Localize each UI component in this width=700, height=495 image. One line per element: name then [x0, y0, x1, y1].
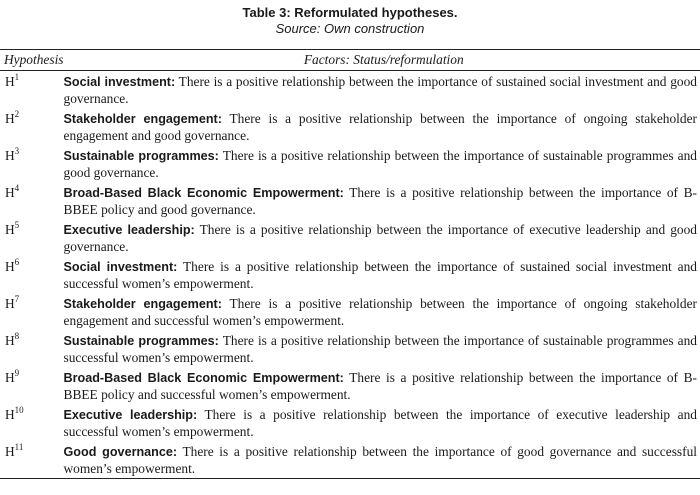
hypothesis-text [64, 441, 700, 479]
hypothesis-text [64, 330, 700, 367]
hypotheses-table [0, 49, 700, 479]
hypothesis-text [64, 256, 700, 293]
factor-description: There is a positive relationship between the importance of sustained social investment and good governance. [63, 74, 697, 106]
table-row [0, 367, 700, 404]
factor-description: There is a positive relationship between the importance of executive leadership and successful women’s empowerment. [63, 407, 697, 439]
factor-name: Executive leadership: [63, 223, 195, 237]
table-row [0, 145, 700, 182]
factor-name: Social investment: [63, 260, 178, 274]
table-row [0, 182, 700, 219]
factor-name: Stakeholder engagement: [63, 112, 222, 126]
factor-description: There is a positive relationship between the importance of executive leadership and good governance. [63, 222, 698, 254]
hypothesis-text [64, 108, 700, 145]
hypothesis-label: $H^3$ [5, 146, 20, 163]
hypothesis-text [64, 404, 700, 441]
hypothesis-text [64, 71, 700, 109]
factor-name: Good governance: [63, 445, 178, 459]
header-factors: Factors: Status/reformulation [64, 50, 700, 71]
table-row [0, 441, 700, 479]
hypothesis-label: $H^2$ [5, 109, 20, 126]
table-row [0, 219, 700, 256]
hypothesis-text [64, 182, 700, 219]
factor-description: There is a positive relationship between the importance of sustainable programmes and successful women’s empowerment. [63, 333, 697, 365]
hypothesis-label: $H^5$ [5, 220, 20, 237]
hypothesis-text [64, 219, 700, 256]
table-row [0, 71, 700, 109]
hypothesis-label: $H^4$ [5, 183, 20, 200]
hypothesis-text [64, 367, 700, 404]
factor-description: There is a positive relationship between the importance of B-BBEE policy and successful women’s empowerment. [63, 370, 697, 402]
factor-name: Sustainable programmes: [63, 149, 219, 163]
factor-description: There is a positive relationship between the importance of sustainable programmes and good governance. [63, 148, 697, 180]
hypothesis-text [64, 293, 700, 330]
hypothesis-text [64, 145, 700, 182]
hypothesis-label: $H^6$ [5, 257, 20, 274]
header-hypothesis: Hypothesis [0, 50, 64, 71]
factor-description: There is a positive relationship between the importance of ongoing stakeholder engagement and successful women’s empowerment. [63, 296, 697, 328]
factor-description: There is a positive relationship between the importance of sustained social investment and successful women’s empowerment. [63, 259, 697, 291]
hypothesis-label: $H^1$ [5, 72, 20, 89]
table-title: Table 3: Reformulated hypotheses. [242, 5, 458, 20]
table-row [0, 293, 700, 330]
factor-name: Broad-Based Black Economic Empowerment: [63, 371, 344, 385]
factor-description: There is a positive relationship between the importance of good governance and successful women’s empowerment. [63, 444, 697, 476]
factor-name: Stakeholder engagement: [63, 297, 222, 311]
table-header-row [0, 50, 700, 71]
table-row [0, 330, 700, 367]
hypothesis-label: $H^7$ [5, 294, 20, 311]
table-source: Source: Own construction [275, 21, 425, 36]
hypothesis-label: $H^{10}$ [5, 405, 24, 422]
table-row [0, 404, 700, 441]
factor-name: Sustainable programmes: [63, 334, 219, 348]
factor-name: Social investment: [63, 75, 176, 89]
factor-name: Executive leadership: [63, 408, 198, 422]
hypothesis-label: $H^8$ [5, 331, 20, 348]
factor-description: There is a positive relationship between the importance of B-BBEE policy and good governance. [63, 185, 697, 217]
table-caption [0, 4, 700, 37]
factor-name: Broad-Based Black Economic Empowerment: [63, 186, 344, 200]
hypothesis-label: $H^9$ [5, 368, 20, 385]
hypothesis-label: $H^{11}$ [0, 441, 64, 479]
table-row [0, 108, 700, 145]
factor-description: There is a positive relationship between the importance of ongoing stakeholder engagement and good governance. [63, 111, 697, 143]
table-row [0, 256, 700, 293]
